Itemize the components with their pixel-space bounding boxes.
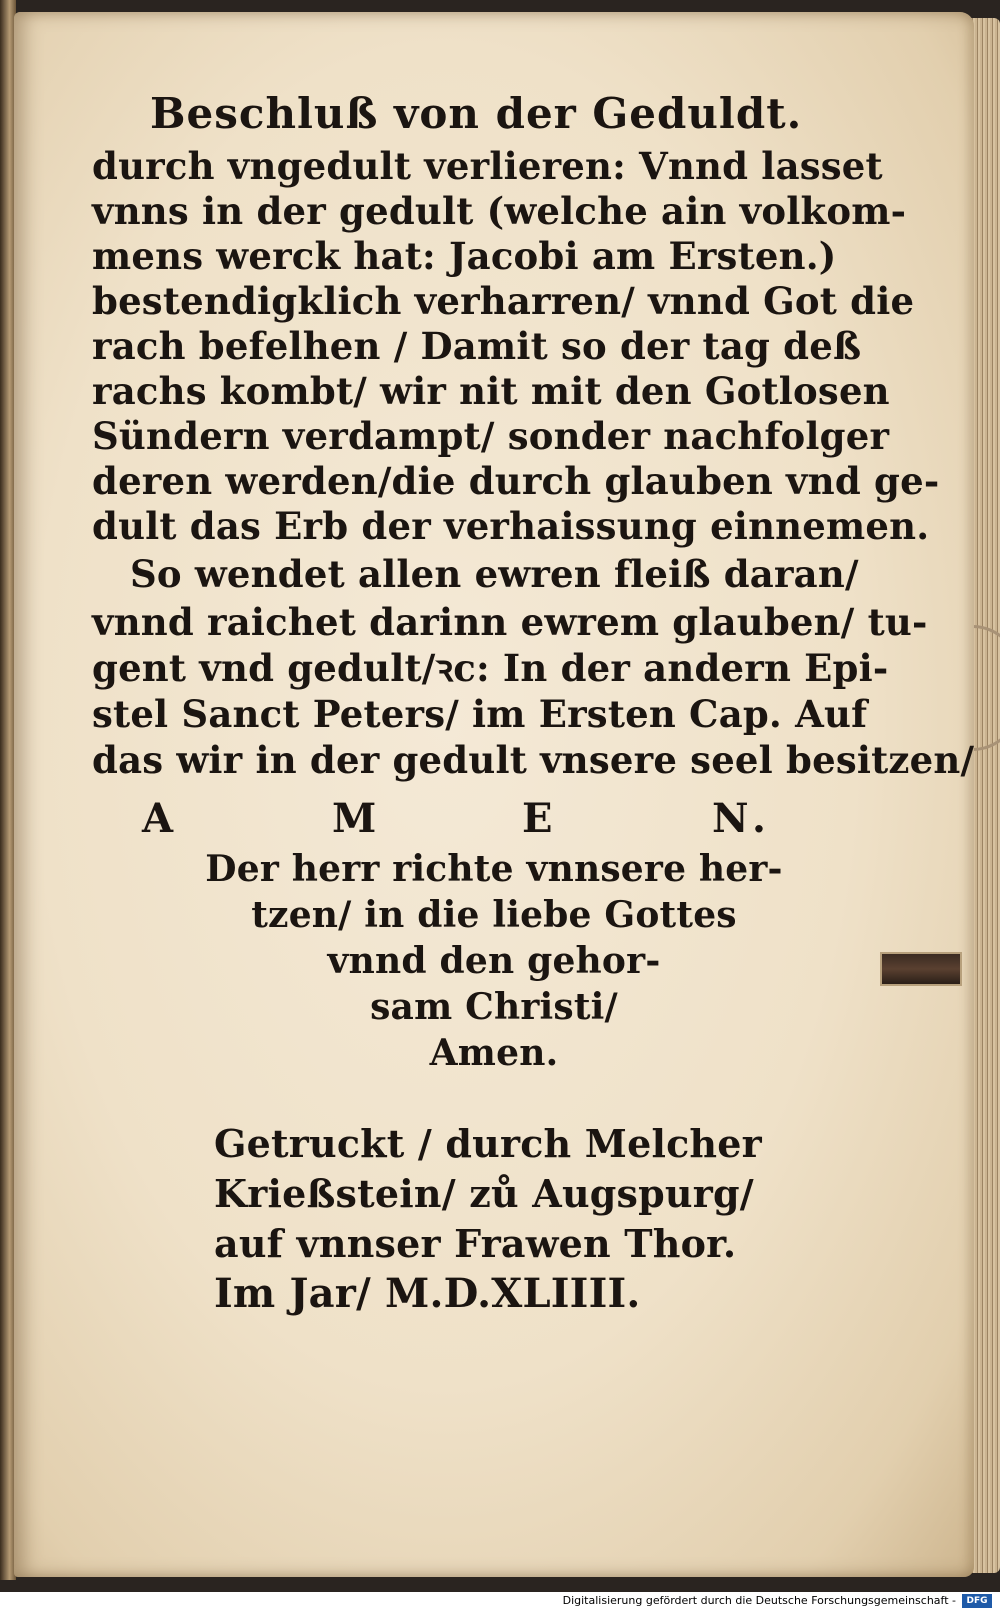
body-line: durch vngedult verlieren: Vnnd lasset xyxy=(92,144,883,188)
body-line: stel Sanct Peters/ im Ersten Cap. Auf xyxy=(92,692,868,736)
dfg-logo-icon: DFG xyxy=(962,1594,992,1608)
amen-letter: E xyxy=(522,795,559,842)
body-line: das wir in der gedult vnsere seel besitzen/ xyxy=(92,738,975,782)
body-line: rach befelhen / Damit so der tag deß xyxy=(92,324,862,368)
blessing-line: tzen/ in die liebe Gottes xyxy=(251,894,737,936)
body-line: gent vnd gedult/ꝛc: In der andern Epi- xyxy=(92,646,889,690)
blessing-line: sam Christi/ xyxy=(370,986,618,1028)
amen-letter: A xyxy=(142,795,180,842)
imprint-line: Krießstein/ zů Augspurg/ xyxy=(214,1171,754,1216)
imprint-line: Im Jar/ M.D.XLIIII. xyxy=(214,1270,641,1317)
blessing-line: Der herr richte vnnsere her- xyxy=(205,848,783,890)
body-line: rachs kombt/ wir nit mit den Gotlosen xyxy=(92,369,890,413)
amen-letter: M xyxy=(332,795,383,842)
imprint-line: Getruckt / durch Melcher xyxy=(214,1121,762,1166)
amen-spaced xyxy=(142,797,902,841)
blessing-line: Amen. xyxy=(429,1032,559,1074)
page-title: Beschluß von der Geduldt. xyxy=(150,89,803,138)
book-page xyxy=(14,12,974,1577)
body-line: So wendet allen ewren fleiß daran/ xyxy=(130,552,859,596)
body-line: vnnd raichet darinn ewrem glauben/ tu- xyxy=(92,600,928,644)
footer-credit: Digitalisierung gefördert durch die Deutsche Forschungsgemeinschaft - xyxy=(562,1594,956,1607)
bookmark-tab xyxy=(880,952,962,986)
body-line: mens werck hat: Jacobi am Ersten.) xyxy=(92,234,837,278)
body-line: vnns in der gedult (welche ain volkom- xyxy=(92,189,907,233)
body-line: Sündern verdampt/ sonder nachfolger xyxy=(92,414,890,458)
body-line: dult das Erb der verhaissung einnemen. xyxy=(92,504,930,548)
amen-letter: N. xyxy=(712,795,772,842)
imprint-line: auf vnnser Frawen Thor. xyxy=(214,1221,737,1266)
body-line: bestendigklich verharren/ vnnd Got die xyxy=(92,279,915,323)
body-line: deren werden/die durch glauben vnd ge- xyxy=(92,459,940,503)
blessing-line: vnnd den gehor- xyxy=(327,940,661,982)
